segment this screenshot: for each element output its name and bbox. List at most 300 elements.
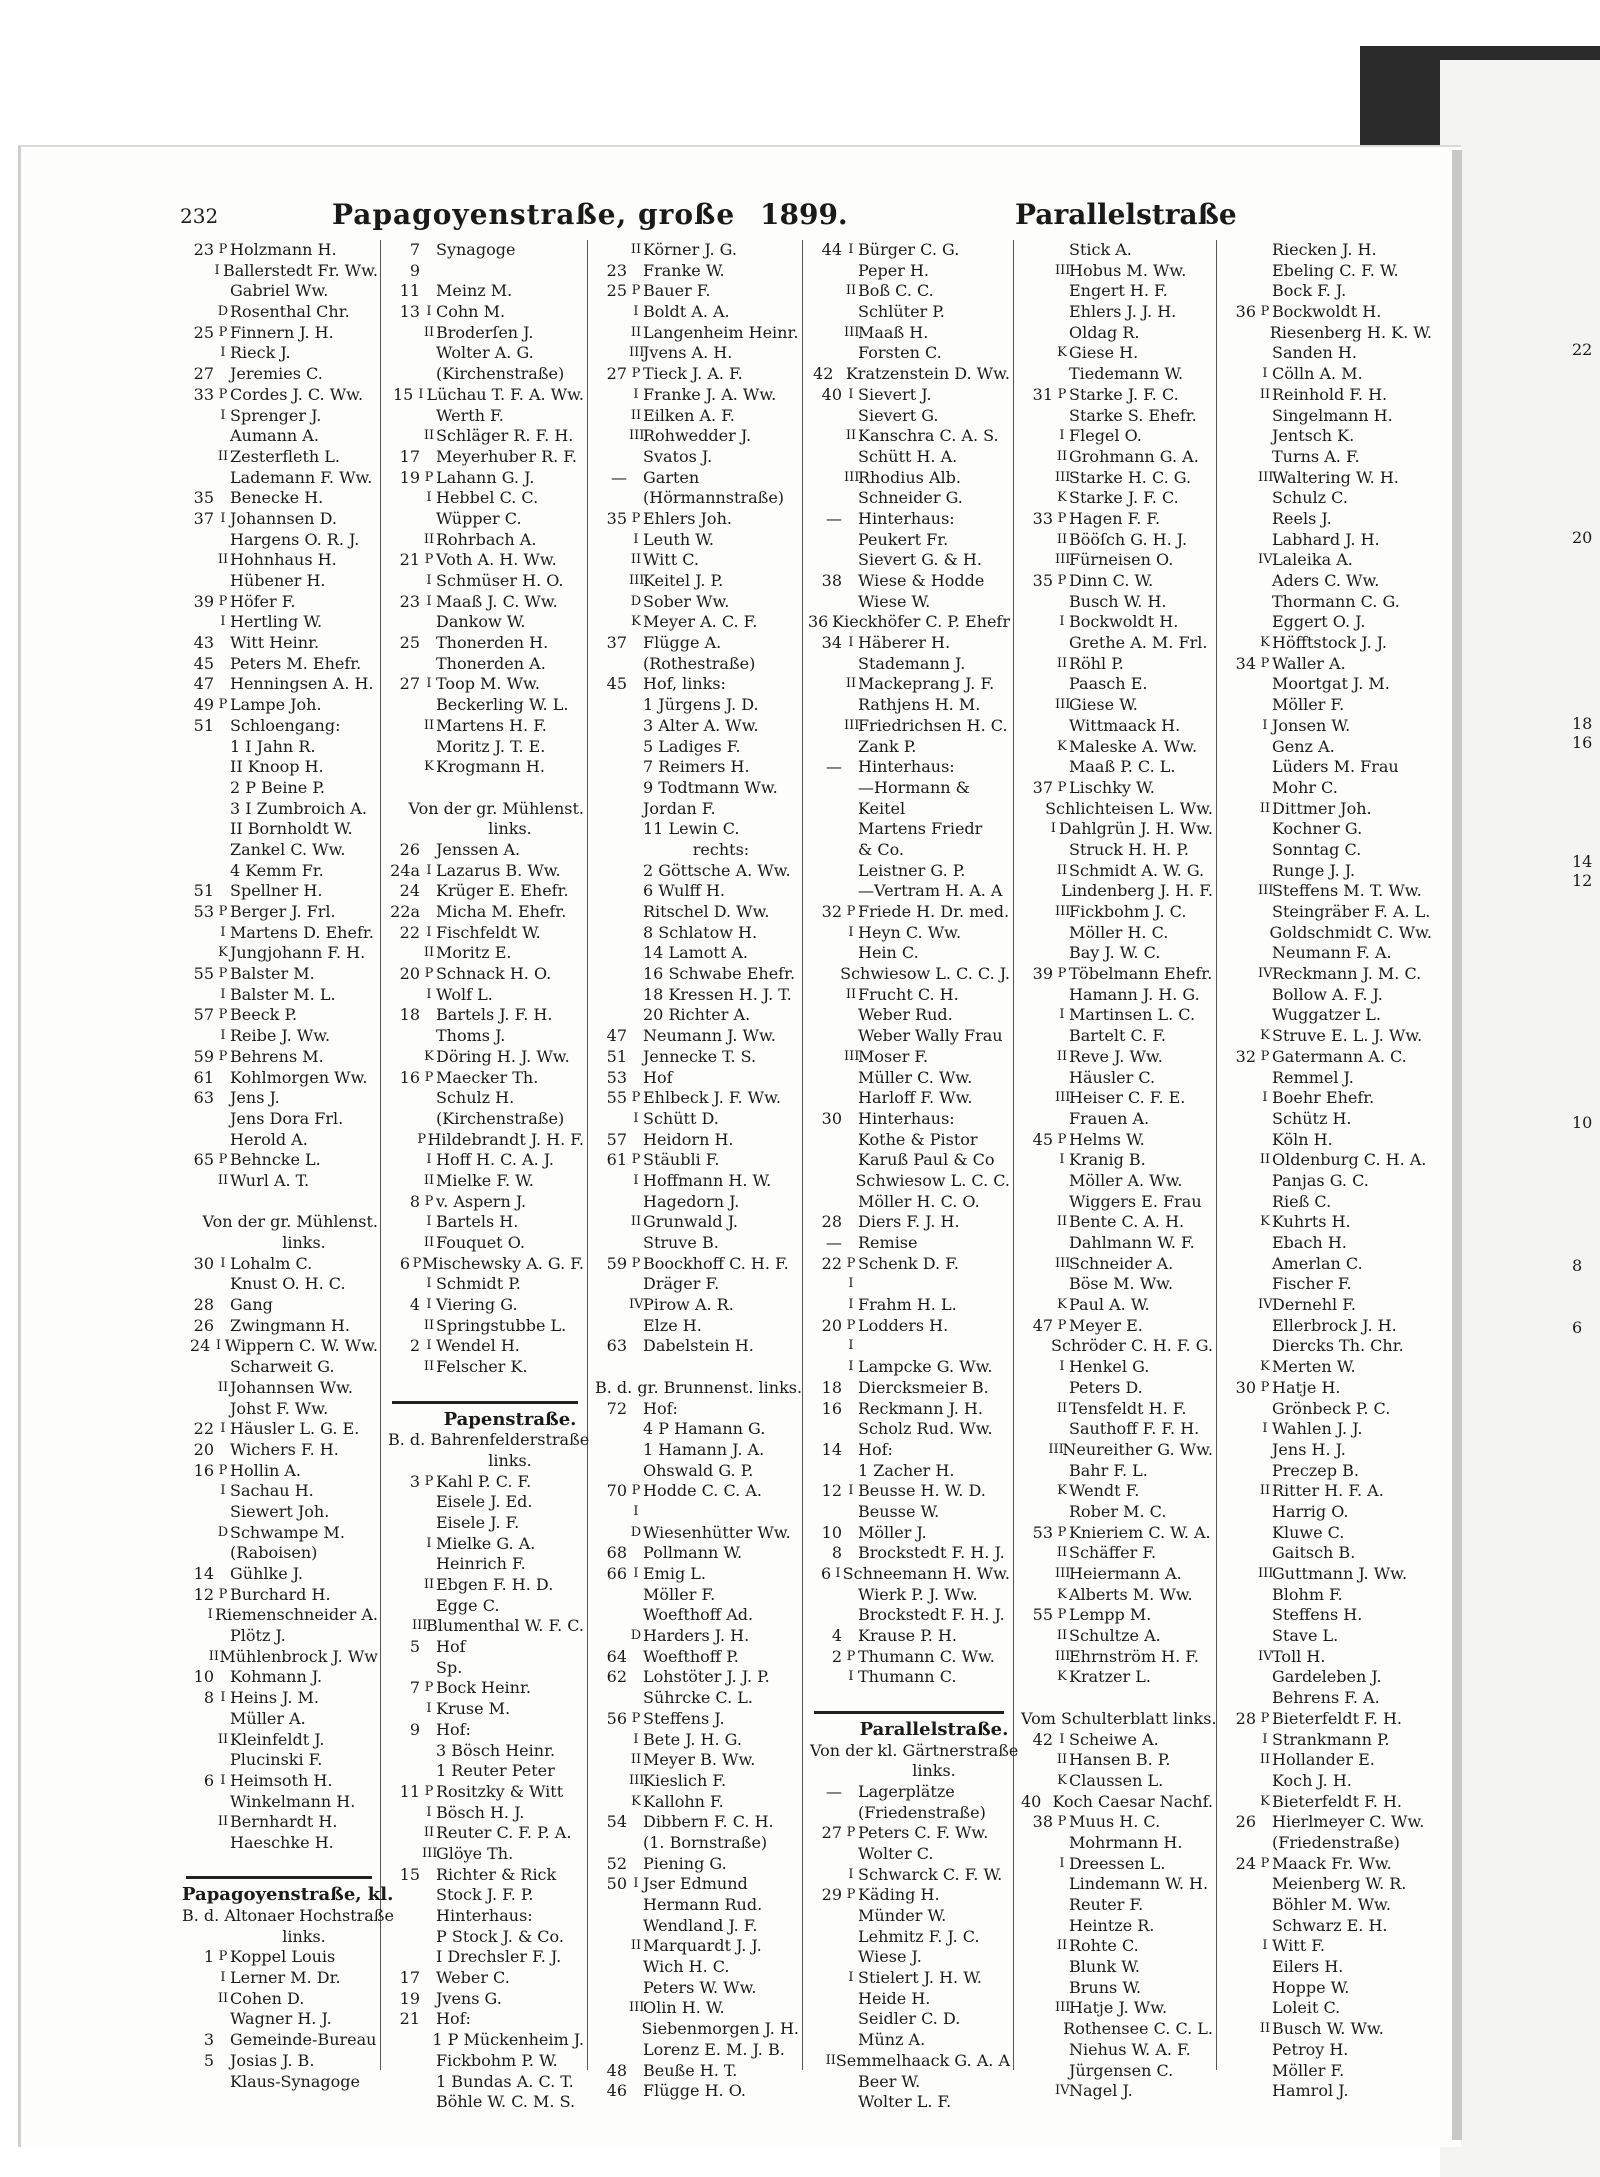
floor-mark xyxy=(629,2081,643,2102)
resident-name: Rosenthal Chr. xyxy=(230,302,350,322)
resident-name: Sievert J. xyxy=(858,384,932,404)
house-number: 48 xyxy=(606,2060,627,2080)
resident-name: (Kirchenstraße) xyxy=(436,1108,565,1128)
floor-mark: P xyxy=(218,1949,228,1965)
facing-page-number: 8 xyxy=(1572,1256,1583,1275)
house-number xyxy=(1222,612,1258,633)
house-number xyxy=(180,757,216,778)
directory-entry xyxy=(1019,1109,1213,1130)
house-number xyxy=(1222,716,1258,737)
directory-entry xyxy=(386,881,584,902)
resident-name: Lischky W. xyxy=(1069,777,1155,797)
house-number: 28 xyxy=(821,1212,842,1232)
house-number xyxy=(808,964,831,985)
floor-mark xyxy=(422,1947,436,1968)
directory-entry xyxy=(1019,778,1213,799)
floor-mark: II xyxy=(845,676,857,692)
floor-mark: P xyxy=(424,552,434,568)
floor-mark: II xyxy=(217,1379,229,1395)
floor-mark xyxy=(422,1761,436,1782)
floor-mark: K xyxy=(424,759,434,775)
directory-entry xyxy=(180,468,378,489)
floor-mark: P xyxy=(846,1317,856,1333)
floor-mark: K xyxy=(1057,738,1067,754)
directory-entry xyxy=(1019,1502,1213,1523)
house-number: 55 xyxy=(193,964,214,984)
directory-entry xyxy=(386,1316,584,1337)
column-rule xyxy=(587,240,588,2070)
resident-name: Benecke H. xyxy=(230,488,324,508)
house-number xyxy=(1222,1212,1258,1233)
floor-mark xyxy=(216,1792,230,1813)
floor-mark xyxy=(1038,799,1045,820)
house-number xyxy=(386,509,422,530)
resident-name: Hinterhaus: xyxy=(858,757,955,777)
resident-name: Bock Heinr. xyxy=(436,1678,531,1698)
house-number: 54 xyxy=(606,1812,627,1832)
directory-entry xyxy=(1222,654,1432,675)
directory-entry xyxy=(808,1502,1010,1523)
resident-name: Wittmaack H. xyxy=(1069,715,1181,735)
directory-entry xyxy=(593,1750,799,1771)
floor-mark: I xyxy=(848,242,854,257)
directory-entry xyxy=(1222,1088,1432,1109)
floor-mark xyxy=(1258,1688,1272,1709)
resident-name: Kluwe C. xyxy=(1272,1522,1345,1542)
directory-entry xyxy=(1222,1605,1432,1626)
directory-entry xyxy=(1222,1585,1432,1606)
directory-entry xyxy=(593,1150,799,1171)
directory-entry xyxy=(593,488,799,509)
floor-mark: P xyxy=(631,510,641,526)
resident-name: Wahlen J. J. xyxy=(1272,1419,1363,1439)
house-number xyxy=(180,468,216,489)
floor-mark xyxy=(629,964,643,985)
resident-name: Remmel J. xyxy=(1272,1067,1354,1087)
house-number xyxy=(1222,1688,1258,1709)
floor-mark: II xyxy=(423,531,435,547)
directory-entry xyxy=(386,2009,584,2030)
directory-entry xyxy=(808,2030,1010,2051)
floor-mark: III xyxy=(1258,469,1274,485)
directory-entry xyxy=(1222,447,1432,468)
floor-mark xyxy=(1258,819,1272,840)
directory-entry xyxy=(180,1947,378,1968)
house-number xyxy=(593,1461,629,1482)
resident-name: Jungjohann F. H. xyxy=(230,943,366,963)
directory-entry xyxy=(1222,1771,1432,1792)
directory-entry xyxy=(1222,1419,1432,1440)
directory-entry xyxy=(1019,1233,1213,1254)
directory-entry xyxy=(808,1088,1010,1109)
resident-name: Moortgat J. M. xyxy=(1272,674,1390,694)
directory-entry xyxy=(386,1534,584,1555)
floor-mark: K xyxy=(1057,1669,1067,1685)
house-number xyxy=(1222,1730,1258,1751)
house-number xyxy=(593,1192,629,1213)
resident-name: Wich H. C. xyxy=(643,1957,730,1977)
house-number xyxy=(808,943,844,964)
house-number xyxy=(180,1378,216,1399)
resident-name: Eilers H. xyxy=(1272,1957,1344,1977)
resident-name: Lohstöter J. J. P. xyxy=(643,1667,770,1687)
house-number xyxy=(1222,1978,1258,1999)
floor-mark: I xyxy=(215,1338,222,1354)
scan-top-margin xyxy=(0,0,1600,40)
floor-mark: K xyxy=(218,945,228,961)
directory-entry xyxy=(1019,1130,1213,1151)
house-number: 4 xyxy=(409,1295,420,1315)
house-number xyxy=(1019,1978,1055,1999)
floor-mark: III xyxy=(629,1772,645,1788)
floor-mark xyxy=(1258,1543,1272,1564)
directory-entry xyxy=(1222,1750,1432,1771)
floor-mark: P xyxy=(218,593,228,609)
floor-mark: I xyxy=(426,1214,432,1230)
directory-entry xyxy=(808,1803,1010,1824)
resident-name: Rathjens H. M. xyxy=(858,695,981,715)
resident-name: Heinrich F. xyxy=(436,1554,526,1574)
floor-mark: I xyxy=(426,1701,432,1717)
house-number xyxy=(808,716,844,737)
floor-mark: I xyxy=(633,1731,639,1747)
floor-mark xyxy=(422,778,436,799)
floor-mark: I xyxy=(848,635,854,651)
directory-entry xyxy=(808,1605,1010,1626)
directory-entry xyxy=(180,1171,378,1192)
directory-entry xyxy=(386,592,584,613)
floor-mark: P xyxy=(1057,386,1067,402)
resident-name: Tieck J. A. F. xyxy=(643,364,743,384)
house-number xyxy=(386,1026,422,1047)
directory-entry xyxy=(386,1720,584,1741)
resident-name: Heimsoth H. xyxy=(230,1770,333,1790)
resident-name: Frauen A. xyxy=(1069,1108,1150,1128)
directory-entry xyxy=(386,757,584,778)
floor-mark: II xyxy=(1056,1214,1068,1230)
floor-mark: I xyxy=(1059,1007,1065,1023)
house-number xyxy=(593,530,629,551)
resident-name: Hagen F. F. xyxy=(1069,508,1161,528)
directory-entry xyxy=(1222,1150,1432,1171)
house-number xyxy=(593,488,629,509)
floor-mark xyxy=(1055,323,1069,344)
resident-name: Maack Fr. Ww. xyxy=(1272,1853,1392,1873)
resident-name: Steffens H. xyxy=(1272,1605,1363,1625)
directory-entry xyxy=(808,757,1010,778)
house-number: 14 xyxy=(821,1439,842,1459)
directory-entry xyxy=(808,1461,1010,1482)
running-title-right: Parallelstraße xyxy=(1015,198,1237,231)
house-number xyxy=(1222,1605,1258,1626)
directory-entry xyxy=(180,902,378,923)
house-number xyxy=(386,1513,422,1534)
floor-mark: II xyxy=(423,945,435,961)
floor-mark xyxy=(1055,943,1069,964)
directory-entry xyxy=(1222,840,1432,861)
floor-mark: II xyxy=(630,1752,642,1768)
house-number xyxy=(180,1192,216,1213)
resident-name: Zwingmann H. xyxy=(230,1315,350,1335)
house-number: 28 xyxy=(193,1295,214,1315)
floor-mark: II xyxy=(217,1814,229,1830)
directory-entry xyxy=(1019,1419,1213,1440)
floor-mark: P xyxy=(631,1152,641,1168)
floor-mark xyxy=(844,1688,858,1709)
directory-entry xyxy=(180,2009,378,2030)
floor-mark xyxy=(844,1782,858,1803)
resident-name: Jvens G. xyxy=(436,1988,502,2008)
resident-name: 1 Bundas A. C. T. xyxy=(436,2071,574,2091)
directory-entry xyxy=(180,612,378,633)
floor-mark: P xyxy=(218,697,228,713)
floor-mark: D xyxy=(217,1524,229,1540)
resident-name: Hof xyxy=(436,1637,466,1657)
resident-name: Behncke L. xyxy=(230,1150,321,1170)
house-number xyxy=(1019,2040,1055,2061)
floor-mark xyxy=(216,1564,230,1585)
resident-name: Beer W. xyxy=(858,2071,921,2091)
resident-name: Gabriel Ww. xyxy=(230,281,329,301)
directory-entry xyxy=(1019,1833,1213,1854)
directory-entry xyxy=(1019,1771,1213,1792)
directory-entry xyxy=(386,1492,584,1513)
floor-mark xyxy=(216,571,230,592)
directory-entry xyxy=(808,468,1010,489)
resident-name: Lehmitz F. J. C. xyxy=(858,1926,980,1946)
floor-mark xyxy=(844,1461,858,1482)
resident-name: Papenstraße. xyxy=(443,1408,577,1430)
house-number xyxy=(808,1192,844,1213)
house-number xyxy=(1222,1833,1258,1854)
house-number xyxy=(593,1523,629,1544)
house-number: 6 xyxy=(820,1564,832,1583)
directory-entry xyxy=(1019,1812,1213,1833)
house-number xyxy=(180,1792,216,1813)
street-heading xyxy=(808,1720,1010,1741)
resident-name: Schmidt A. W. G. xyxy=(1069,860,1205,880)
floor-mark xyxy=(844,1440,858,1461)
floor-mark xyxy=(844,757,858,778)
floor-mark: II xyxy=(1056,531,1068,547)
resident-name: Wolf L. xyxy=(436,984,493,1004)
resident-name: links. xyxy=(488,1450,532,1470)
directory-entry xyxy=(180,1316,378,1337)
house-number xyxy=(808,406,844,427)
resident-name: Brockstedt F. H. J. xyxy=(858,1605,1005,1625)
directory-entry xyxy=(593,964,799,985)
house-number xyxy=(1222,1667,1258,1688)
directory-entry xyxy=(386,778,584,799)
directory-entry xyxy=(1019,364,1213,385)
resident-name: 5 Ladiges F. xyxy=(643,736,741,756)
directory-entry xyxy=(1222,1936,1432,1957)
house-number xyxy=(1019,902,1055,923)
floor-mark xyxy=(1258,1171,1272,1192)
house-number xyxy=(593,1957,629,1978)
house-number xyxy=(593,1502,629,1523)
directory-entry xyxy=(808,1523,1010,1544)
directory-entry xyxy=(386,261,584,282)
resident-name: Maaß J. C. Ww. xyxy=(436,591,558,611)
floor-mark xyxy=(629,1192,643,1213)
resident-name: Hobus M. Ww. xyxy=(1069,260,1187,280)
resident-name: Starke J. F. C. xyxy=(1069,384,1179,404)
resident-name: Keitel J. P. xyxy=(643,571,724,590)
resident-name: Micha M. Ehefr. xyxy=(436,902,567,921)
floor-mark xyxy=(844,530,858,551)
house-number xyxy=(180,281,216,302)
directory-entry xyxy=(180,674,378,695)
resident-name: Hübener H. xyxy=(230,571,326,590)
house-number xyxy=(386,406,422,427)
house-number: 51 xyxy=(606,1046,627,1066)
floor-mark xyxy=(1258,1336,1272,1357)
house-number: 30 xyxy=(1235,1377,1256,1397)
house-number xyxy=(593,1936,629,1957)
resident-name: Hof: xyxy=(858,1439,893,1459)
floor-mark xyxy=(422,1410,436,1431)
resident-name: Weber Rud. xyxy=(858,1005,953,1025)
house-number: 40 xyxy=(821,384,842,404)
resident-name: Möller A. Ww. xyxy=(1069,1170,1183,1190)
directory-entry xyxy=(808,1968,1010,1989)
page-header xyxy=(180,198,1237,238)
resident-name: 1 Hamann J. A. xyxy=(643,1439,765,1459)
directory-entry xyxy=(1222,1667,1432,1688)
directory-entry xyxy=(1222,2081,1432,2102)
directory-entry xyxy=(593,364,799,385)
house-number xyxy=(386,1212,422,1233)
directory-entry xyxy=(1019,2019,1213,2040)
directory-entry xyxy=(1019,1212,1213,1233)
resident-name: Meyer A. C. F. xyxy=(643,612,758,632)
resident-name xyxy=(436,1378,584,1399)
resident-name: 1 Jürgens J. D. xyxy=(643,695,759,715)
floor-mark: P xyxy=(1260,304,1270,320)
house-number xyxy=(1019,1068,1055,1089)
resident-name: Weber C. xyxy=(436,1968,510,1988)
directory-entry xyxy=(386,1575,584,1596)
floor-mark: P xyxy=(1057,1607,1067,1623)
floor-mark xyxy=(1258,592,1272,613)
directory-entry xyxy=(1222,1688,1432,1709)
house-number xyxy=(808,1667,844,1688)
directory-entry xyxy=(386,488,584,509)
house-number: 52 xyxy=(606,1853,627,1873)
resident-name: Riecken J. H. xyxy=(1272,240,1377,259)
floor-mark: P xyxy=(1260,1710,1270,1726)
resident-name: Beusse W. xyxy=(858,1501,940,1521)
house-number xyxy=(593,985,629,1006)
resident-name: Gatermann A. C. xyxy=(1272,1046,1407,1066)
directory-entry xyxy=(180,385,378,406)
directory-entry xyxy=(1019,695,1213,716)
floor-mark: I xyxy=(848,1359,854,1375)
house-number xyxy=(386,1233,422,1254)
directory-entry xyxy=(593,654,799,675)
directory-entry xyxy=(386,2051,584,2072)
directory-entry xyxy=(593,881,799,902)
floor-mark: P xyxy=(1260,1855,1270,1871)
resident-name: Zank P. xyxy=(858,736,917,756)
house-number xyxy=(1222,2081,1258,2102)
floor-mark: I xyxy=(418,386,424,402)
resident-name: Berger J. Frl. xyxy=(230,902,336,921)
directory-entry xyxy=(593,819,799,840)
resident-name: Schwarck C. F. W. xyxy=(858,1864,1003,1884)
house-number xyxy=(1019,1254,1055,1275)
resident-name: Bollow A. F. J. xyxy=(1272,984,1383,1004)
house-number: 9 xyxy=(409,260,420,280)
directory-entry xyxy=(1019,468,1213,489)
floor-mark xyxy=(1258,530,1272,551)
floor-mark xyxy=(216,1399,230,1420)
house-number xyxy=(1019,1688,1055,1709)
directory-entry xyxy=(1019,323,1213,344)
column-rule xyxy=(802,240,803,2070)
directory-entry xyxy=(180,1440,378,1461)
floor-mark xyxy=(831,964,840,985)
resident-name: II Knoop H. xyxy=(230,757,324,777)
directory-entry xyxy=(386,923,584,944)
house-number xyxy=(593,1585,629,1606)
directory-entry xyxy=(808,923,1010,944)
resident-name: (Friedenstraße) xyxy=(858,1802,986,1822)
resident-name: Preczep B. xyxy=(1272,1460,1359,1480)
floor-mark xyxy=(422,1596,436,1617)
directory-entry xyxy=(386,1782,584,1803)
floor-mark xyxy=(629,778,643,799)
floor-mark xyxy=(629,1895,643,1916)
house-number xyxy=(1019,592,1055,613)
resident-name: Harloff F. Ww. xyxy=(858,1088,973,1108)
resident-name: 2 P Beine P. xyxy=(230,777,325,797)
house-number xyxy=(808,261,844,282)
directory-entry xyxy=(593,1895,799,1916)
floor-mark xyxy=(1055,985,1069,1006)
house-number xyxy=(180,778,216,799)
directory-entry xyxy=(1019,1750,1213,1771)
floor-mark xyxy=(1055,1109,1069,1130)
house-number xyxy=(808,1906,844,1927)
resident-name: Häusler C. xyxy=(1069,1067,1156,1087)
floor-mark: II xyxy=(217,552,229,568)
floor-mark: I xyxy=(214,262,220,278)
floor-mark: III xyxy=(844,469,860,485)
resident-name: Synagoge xyxy=(436,240,516,259)
floor-mark xyxy=(422,406,436,427)
house-number xyxy=(1222,488,1258,509)
floor-mark: P xyxy=(1260,655,1270,671)
directory-entry xyxy=(386,550,584,571)
directory-entry xyxy=(180,1523,378,1544)
floor-mark: I xyxy=(633,1172,639,1188)
resident-name: Heidorn H. xyxy=(643,1129,734,1149)
directory-entry xyxy=(808,1481,1010,1502)
directory-entry xyxy=(1019,1440,1213,1461)
directory-entry xyxy=(808,1927,1010,1948)
resident-name: Kochner G. xyxy=(1272,819,1363,839)
house-number xyxy=(1019,1192,1055,1213)
directory-entry xyxy=(386,571,584,592)
house-number xyxy=(808,1150,844,1171)
floor-mark xyxy=(844,1233,858,1254)
floor-mark: I xyxy=(1262,717,1268,733)
floor-mark xyxy=(422,1005,436,1026)
directory-entry xyxy=(808,799,1010,820)
floor-mark xyxy=(1055,1068,1069,1089)
